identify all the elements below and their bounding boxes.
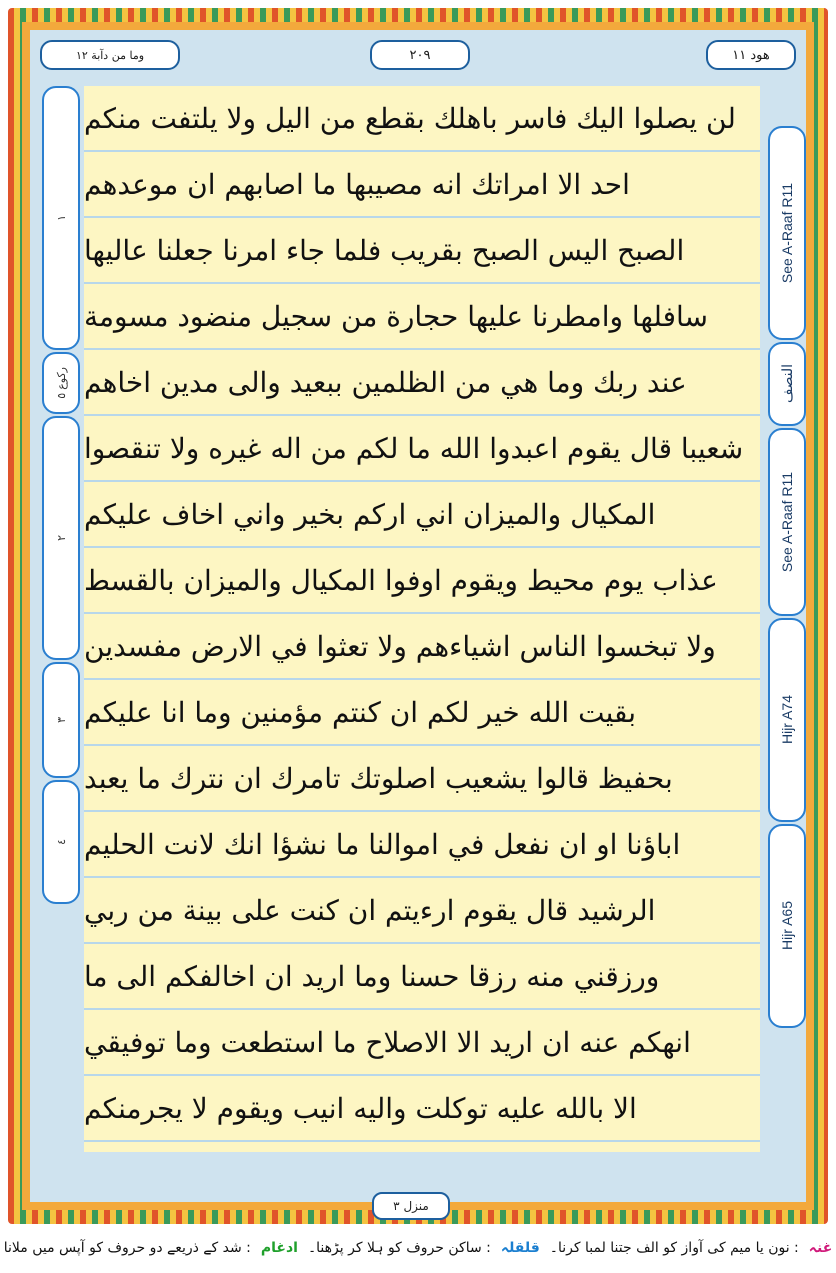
legend-text-ghunna: : نون یا میم کی آواز کو الف جتنا لمبا کرنا۔ bbox=[549, 1240, 799, 1256]
page-number: ٢٠٩ bbox=[370, 40, 470, 70]
manzil-tab: منزل ٣ bbox=[372, 1192, 450, 1220]
text-line: المكيال والميزان اني اركم بخير واني اخاف عليكم bbox=[84, 482, 760, 548]
right-sidebar bbox=[766, 86, 806, 1152]
legend-text-qalqala: : ساکن حروف کو ہلا کر پڑھنا۔ bbox=[307, 1240, 491, 1256]
legend-text-idgham: : شد کے ذریعے دو حروف کو آپس میں ملانا bbox=[3, 1240, 251, 1256]
text-line: انهكم عنه ان اريد الا الاصلاح ما استطعت وما توفيقي bbox=[84, 1010, 760, 1076]
left-ruku-marker: ركوع ٥ bbox=[42, 352, 80, 414]
text-line: عند ربك وما هي من الظلمين ببعيد والى مدين اخاهم bbox=[84, 350, 760, 416]
text-line: شعيبا قال يقوم اعبدوا الله ما لكم من اله غيره ولا تنقصوا bbox=[84, 416, 760, 482]
quran-text-area bbox=[84, 86, 760, 1152]
text-line: الصبح اليس الصبح بقريب فلما جاء امرنا جعلنا عاليها bbox=[84, 218, 760, 284]
text-line: سافلها وامطرنا عليها حجارة من سجيل منضود مسومة bbox=[84, 284, 760, 350]
right-note-1: See A-Raaf R11 bbox=[768, 126, 806, 340]
para-name-tab: وما من دآبة ١٢ bbox=[40, 40, 180, 70]
text-line: بقيت الله خير لكم ان كنتم مؤمنين وما انا عليكم bbox=[84, 680, 760, 746]
legend-term-ghunna: غنہ bbox=[808, 1240, 833, 1256]
text-line: الرشيد قال يقوم ارءيتم ان كنت على بينة من ربي bbox=[84, 878, 760, 944]
text-line: ورزقني منه رزقا حسنا وما اريد ان اخالفكم الى ما bbox=[84, 944, 760, 1010]
surah-name-tab: هود ١١ bbox=[706, 40, 796, 70]
left-note-3: ٣ bbox=[42, 662, 80, 778]
text-line: بحفيظ قالوا يشعيب اصلوتك تامرك ان نترك ما يعبد bbox=[84, 746, 760, 812]
left-note-1: ١ bbox=[42, 86, 80, 350]
text-line: ولا تبخسوا الناس اشياءهم ولا تعثوا في الارض مفسدين bbox=[84, 614, 760, 680]
legend-term-qalqala: قلقلہ bbox=[500, 1240, 540, 1256]
text-line: عذاب يوم محيط ويقوم اوفوا المكيال والميزان بالقسط bbox=[84, 548, 760, 614]
right-note-3: Hijr A74 bbox=[768, 618, 806, 822]
text-line: الا بالله عليه توكلت واليه انيب ويقوم لا يجرمنكم bbox=[84, 1076, 760, 1142]
left-note-2: ٢ bbox=[42, 416, 80, 660]
right-note-2: See A-Raaf R11 bbox=[768, 428, 806, 616]
text-line: احد الا امراتك انه مصيبها ما اصابهم ان موعدهم bbox=[84, 152, 760, 218]
left-note-4: ٤ bbox=[42, 780, 80, 904]
text-line: لن يصلوا اليك فاسر باهلك بقطع من اليل ولا يلتفت منكم bbox=[84, 86, 760, 152]
left-sidebar bbox=[40, 86, 80, 1152]
page-header bbox=[40, 36, 796, 70]
tajweed-legend bbox=[0, 1233, 836, 1263]
legend-term-idgham: ادغام bbox=[260, 1240, 298, 1256]
right-note-4: Hijr A65 bbox=[768, 824, 806, 1028]
right-nisf-marker: النصف bbox=[768, 342, 806, 426]
text-line: اباؤنا او ان نفعل في اموالنا ما نشؤا انك لانت الحليم bbox=[84, 812, 760, 878]
